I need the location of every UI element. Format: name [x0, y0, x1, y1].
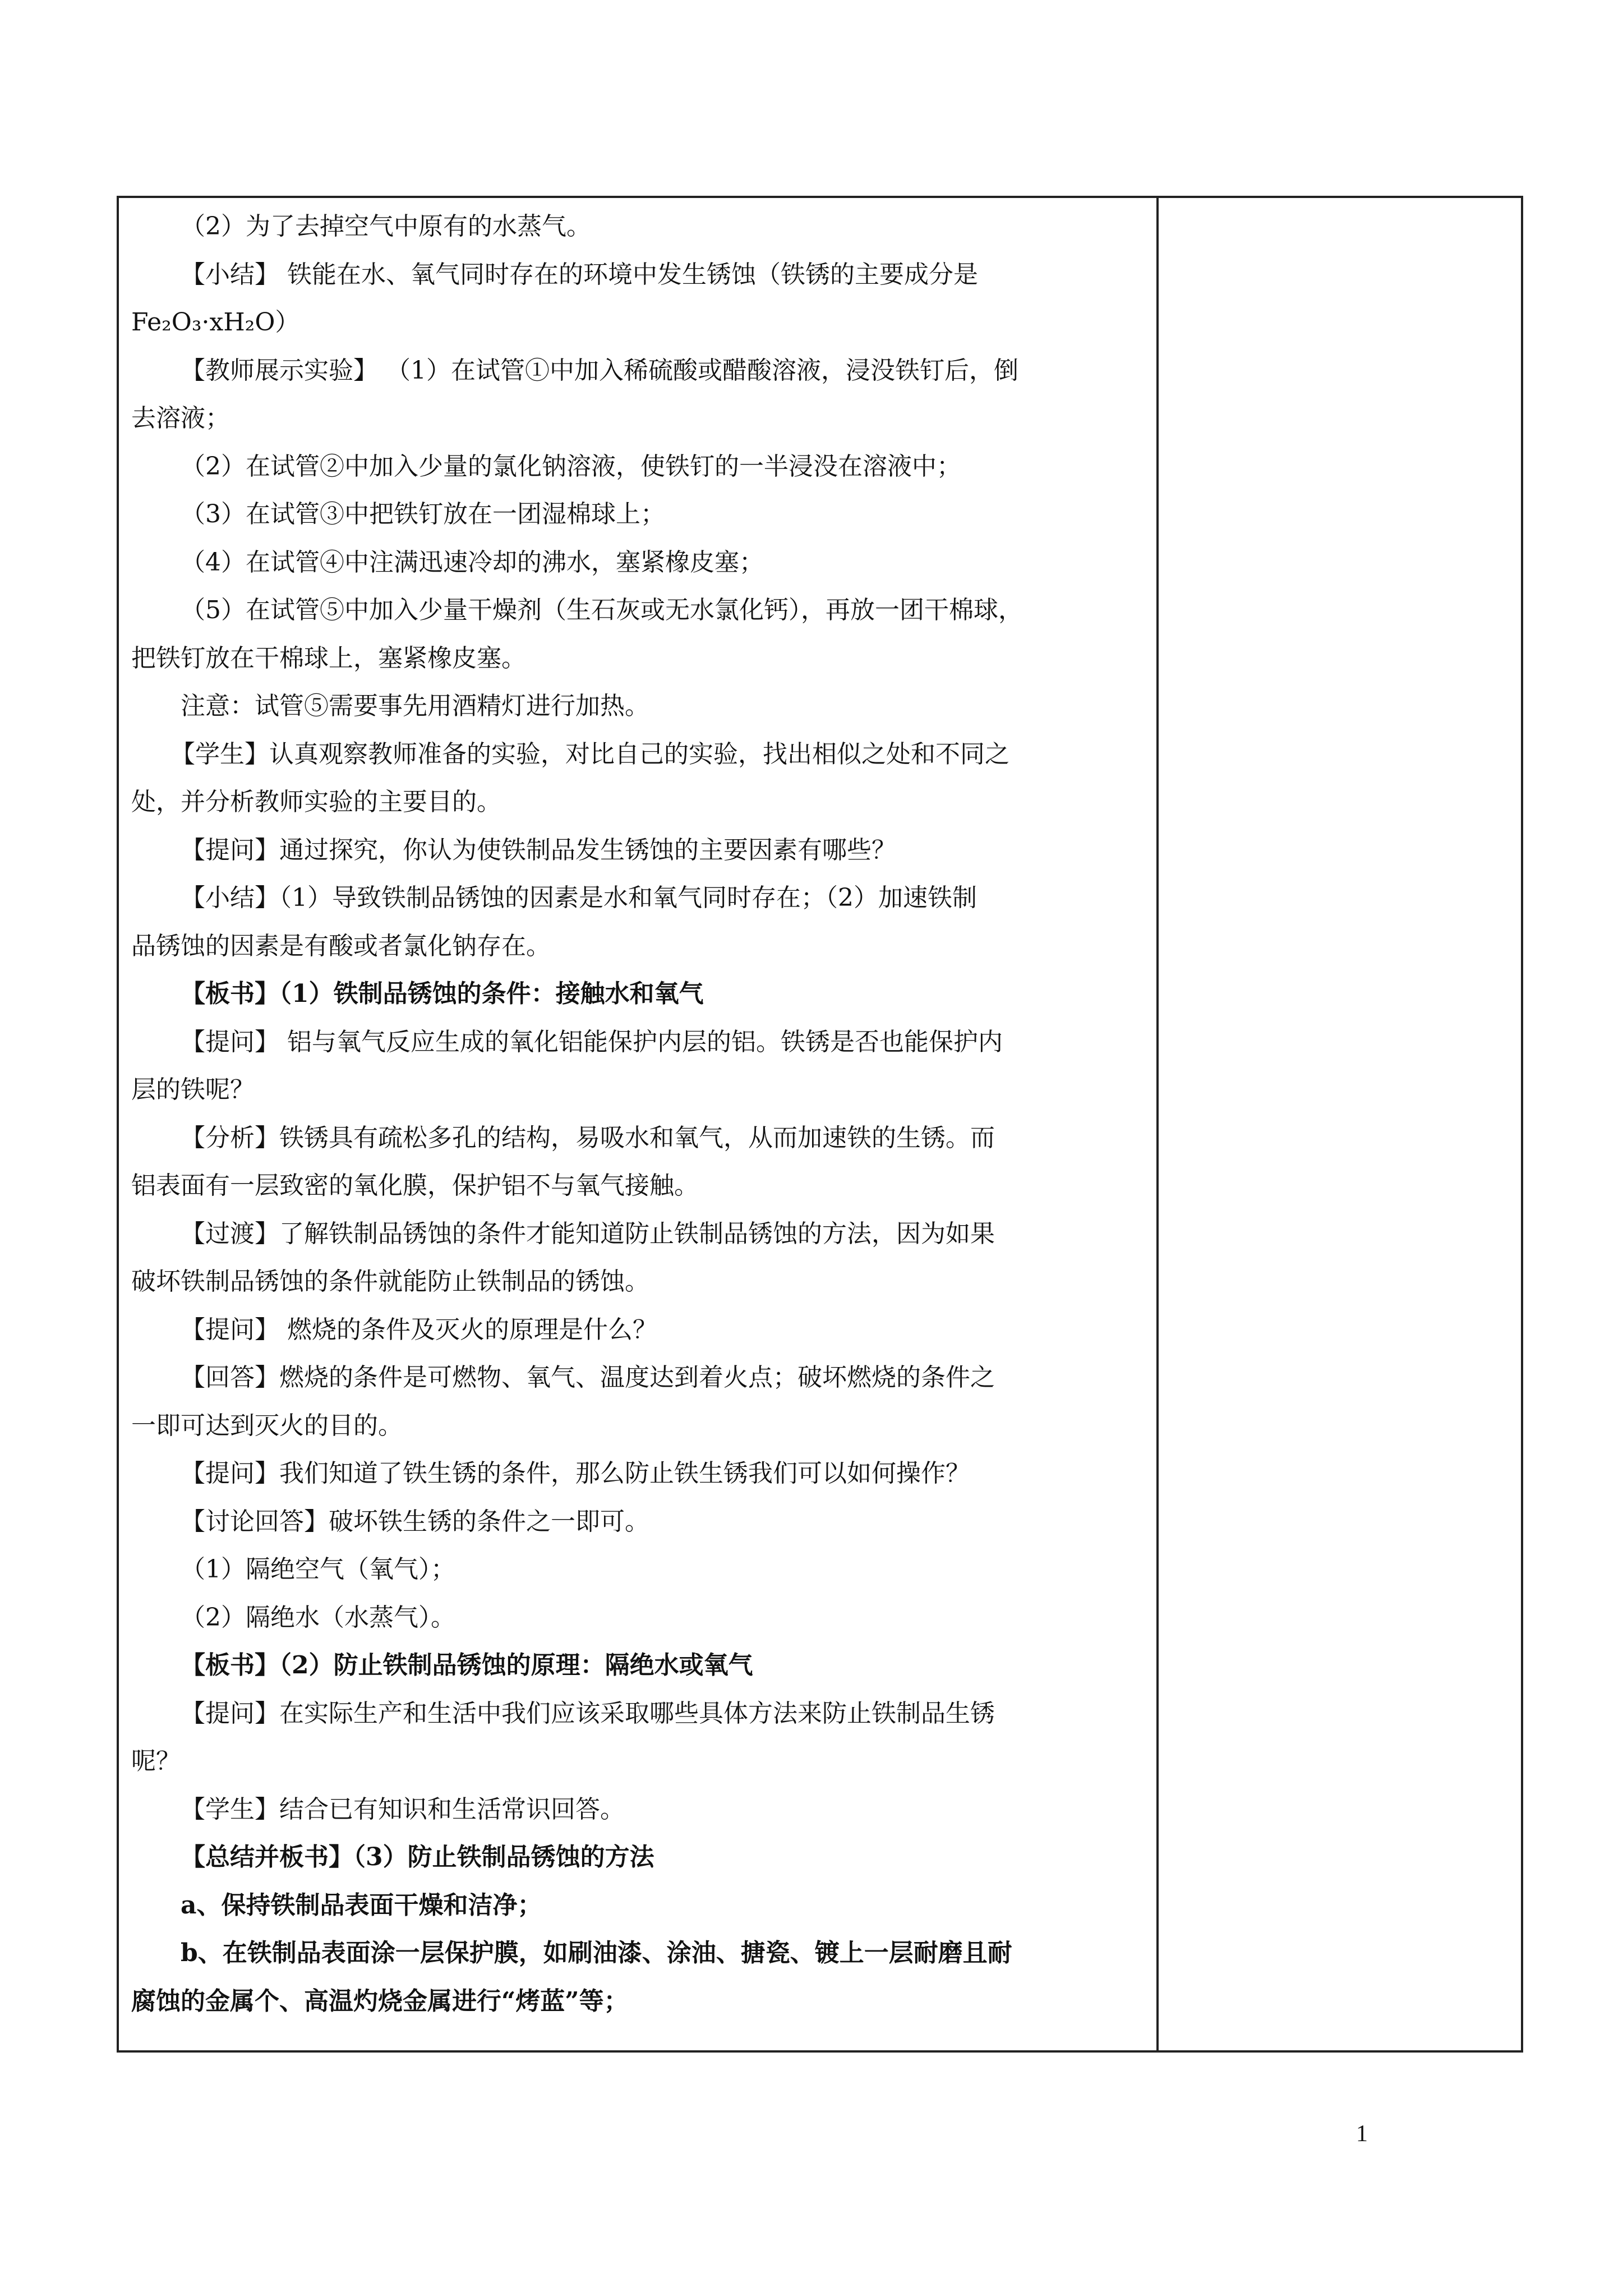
board-note-line: a、保持铁制品表面干燥和洁净；	[181, 1890, 542, 1920]
lesson-content-cell	[131, 203, 1146, 2025]
text-line: 处，并分析教师实验的主要目的。	[131, 788, 501, 816]
text-line: 【分析】铁锈具有疏松多孔的结构，易吸水和氧气，从而加速铁的生锈。而	[181, 1123, 995, 1152]
text-line: 【提问】 铝与氧气反应生成的氧化铝能保护内层的铝。铁锈是否也能保护内	[181, 1027, 1003, 1056]
text-line: 破坏铁制品锈蚀的条件就能防止铁制品的锈蚀。	[131, 1267, 649, 1296]
text-line: （2）在试管②中加入少量的氯化钠溶液，使铁钉的一半浸没在溶液中；	[181, 452, 961, 481]
column-divider	[1156, 198, 1159, 2050]
text-line: 把铁钉放在干棉球上，塞紧橡皮塞。	[131, 643, 526, 673]
text-line: 【学生】认真观察教师准备的实验，对比自己的实验，找出相似之处和不同之	[170, 739, 1009, 769]
board-note-line: 【总结并板书】（3）防止铁制品锈蚀的方法	[181, 1843, 654, 1871]
text-line: 【小结】 铁能在水、氧气同时存在的环境中发生锈蚀（铁锈的主要成分是	[181, 260, 978, 289]
text-line: 【提问】在实际生产和生活中我们应该采取哪些具体方法来防止铁制品生锈	[181, 1699, 995, 1728]
text-line: （1）隔绝空气（氧气）；	[181, 1555, 455, 1584]
text-line: 【提问】我们知道了铁生锈的条件，那么防止铁生锈我们可以如何操作？	[181, 1459, 970, 1488]
text-line: 【提问】通过探究，你认为使铁制品发生锈蚀的主要因素有哪些？	[181, 835, 896, 864]
text-line: 【小结】（1）导致铁制品锈蚀的因素是水和氧气同时存在；（2）加速铁制	[181, 884, 977, 912]
text-line: （4）在试管④中注满迅速冷却的沸水，塞紧橡皮塞；	[181, 547, 764, 577]
text-line: 【教师展示实验】 （1）在试管①中加入稀硫酸或醋酸溶液，浸没铁钉后，倒	[181, 356, 1018, 385]
text-line: 铝表面有一层致密的氧化膜，保护铝不与氧气接触。	[131, 1171, 699, 1200]
text-line: 呢？	[131, 1747, 181, 1775]
text-line: 【过渡】了解铁制品锈蚀的条件才能知道防止铁制品锈蚀的方法，因为如果	[181, 1219, 995, 1248]
text-line: 层的铁呢？	[131, 1075, 255, 1104]
text-line: （2）隔绝水（水蒸气）。	[181, 1603, 455, 1632]
lesson-table	[117, 196, 1523, 2053]
text-line: 注意：试管⑤需要事先用酒精灯进行加热。	[181, 692, 649, 720]
text-line: Fe₂O₃·xH₂O）	[131, 308, 300, 337]
text-line: 【学生】结合已有知识和生活常识回答。	[181, 1795, 625, 1824]
board-note-line: 【板书】（1）铁制品锈蚀的条件：接触水和氧气	[181, 979, 704, 1008]
text-line: 品锈蚀的因素是有酸或者氯化钠存在。	[131, 931, 551, 960]
text-line: （2）为了去掉空气中原有的水蒸气。	[181, 212, 591, 241]
text-line: 【回答】燃烧的条件是可燃物、氧气、温度达到着火点；破坏燃烧的条件之	[181, 1363, 995, 1392]
text-line: 【提问】 燃烧的条件及灭火的原理是什么？	[181, 1315, 657, 1344]
text-line: （5）在试管⑤中加入少量干燥剂（生石灰或无水氯化钙），再放一团干棉球，	[181, 596, 1023, 624]
board-note-line: 【板书】（2）防止铁制品锈蚀的原理：隔绝水或氧气	[181, 1651, 753, 1680]
text-line: （3）在试管③中把铁钉放在一团湿棉球上；	[181, 500, 665, 528]
board-note-line: b、在铁制品表面涂一层保护膜，如刷油漆、涂油、搪瓷、镀上一层耐磨且耐	[181, 1939, 1012, 1967]
page-number: 1	[1356, 2121, 1368, 2147]
text-line: 一即可达到灭火的目的。	[131, 1411, 403, 1440]
board-note-line: 腐蚀的金属个、高温灼烧金属进行“烤蓝”等；	[131, 1986, 629, 2016]
text-line: 去溶液；	[131, 404, 230, 432]
text-line: 【讨论回答】破坏铁生锈的条件之一即可。	[181, 1507, 649, 1536]
